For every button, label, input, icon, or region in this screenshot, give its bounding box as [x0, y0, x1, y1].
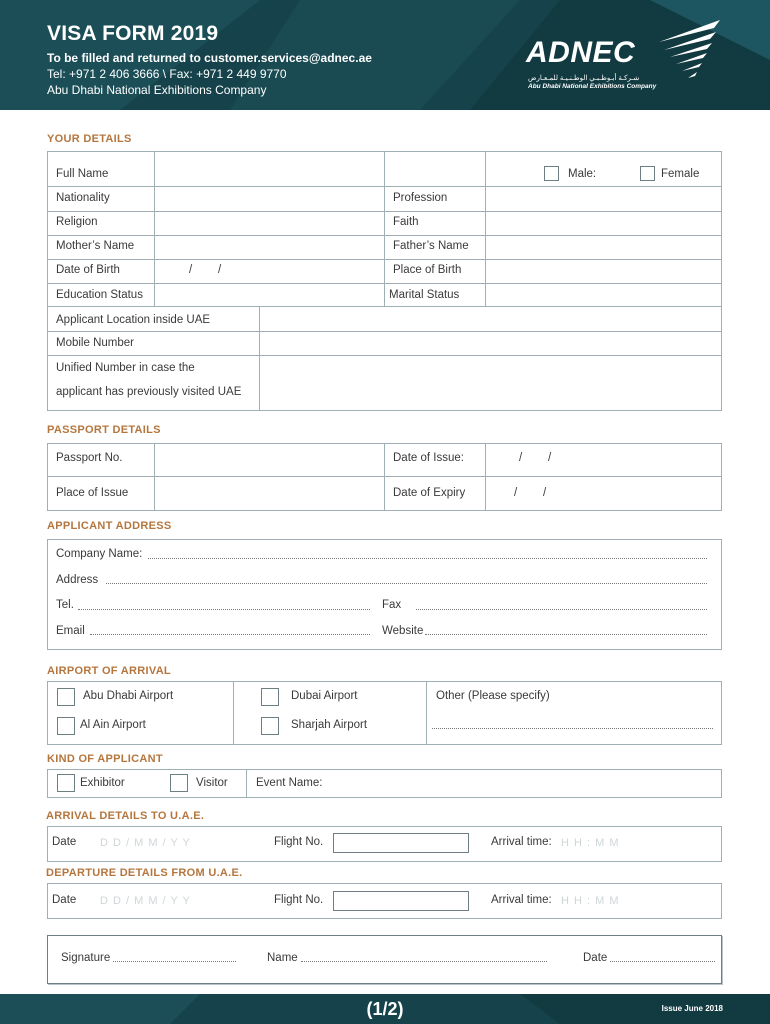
form-title: VISA FORM 2019 [47, 22, 219, 45]
label-female: Female [661, 168, 700, 180]
label-date-of-expiry: Date of Expiry [393, 487, 466, 499]
label-religion: Religion [56, 216, 98, 228]
label-departure-date: Date [52, 894, 77, 906]
label-departure-flight-no: Flight No. [274, 894, 324, 906]
fathers-name-field[interactable] [486, 236, 721, 258]
label-male: Male: [568, 168, 597, 180]
section-title-your-details: YOUR DETAILS [47, 133, 132, 145]
adnec-logo [526, 20, 726, 95]
label-place-of-issue: Place of Issue [56, 487, 129, 499]
footer-banner [0, 994, 770, 1024]
place-of-issue-field[interactable] [155, 477, 383, 510]
dubai-airport-checkbox[interactable] [261, 688, 279, 706]
expiry-date-separator: / [514, 487, 518, 499]
fax-field[interactable] [416, 609, 707, 610]
label-nationality: Nationality [56, 192, 110, 204]
email-field[interactable] [90, 634, 370, 635]
signature-field[interactable] [113, 961, 236, 962]
other-airport-field[interactable] [432, 728, 713, 729]
label-signature-date: Date [583, 952, 608, 964]
contact-info: Tel: +971 2 406 3666 \ Fax: +971 2 449 9770 [47, 67, 287, 81]
arrival-time-field[interactable]: H H : M M [561, 837, 620, 849]
label-fathers-name: Father’s Name [393, 240, 469, 252]
signature-name-field[interactable] [301, 961, 547, 962]
label-marital-status: Marital Status [389, 289, 460, 301]
departure-flight-no-input[interactable] [333, 891, 469, 911]
label-abu-dhabi-airport: Abu Dhabi Airport [83, 690, 174, 702]
label-arrival-date: Date [52, 836, 77, 848]
event-name-field[interactable] [330, 770, 721, 797]
label-event-name: Event Name: [256, 777, 323, 789]
label-mothers-name: Mother’s Name [56, 240, 135, 252]
label-arrival-flight-no: Flight No. [274, 836, 324, 848]
label-unified-number-line1: Unified Number in case the [56, 362, 195, 374]
female-checkbox[interactable] [640, 166, 655, 181]
label-place-of-birth: Place of Birth [393, 264, 462, 276]
label-exhibitor: Exhibitor [80, 777, 125, 789]
dob-separator: / [218, 264, 222, 276]
section-title-airport-of-arrival: AIRPORT OF ARRIVAL [47, 665, 171, 677]
page-number: (1/2) [366, 999, 404, 1019]
label-date-of-issue: Date of Issue: [393, 452, 464, 464]
dob-separator: / [189, 264, 193, 276]
religion-field[interactable] [155, 212, 383, 234]
expiry-date-separator: / [543, 487, 547, 499]
header-banner [0, 0, 770, 110]
logo-wings-icon [654, 20, 724, 80]
male-checkbox[interactable] [544, 166, 559, 181]
departure-time-field[interactable]: H H : M M [561, 895, 620, 907]
al-ain-airport-checkbox[interactable] [57, 717, 75, 735]
address-field[interactable] [106, 583, 707, 584]
label-other-airport: Other (Please specify) [436, 690, 550, 702]
website-field[interactable] [425, 634, 707, 635]
label-visitor: Visitor [196, 777, 228, 789]
signature-date-field[interactable] [610, 961, 715, 962]
visitor-checkbox[interactable] [170, 774, 188, 792]
sharjah-airport-checkbox[interactable] [261, 717, 279, 735]
date-of-birth-field[interactable] [155, 260, 383, 282]
faith-field[interactable] [486, 212, 721, 234]
section-title-applicant-address: APPLICANT ADDRESS [47, 520, 172, 532]
label-website: Website [382, 625, 424, 637]
label-company-name: Company Name: [56, 548, 143, 560]
unified-number-field[interactable] [260, 356, 721, 410]
label-address: Address [56, 574, 99, 586]
abu-dhabi-airport-checkbox[interactable] [57, 688, 75, 706]
section-title-arrival-details: ARRIVAL DETAILS TO U.A.E. [46, 810, 205, 822]
label-email: Email [56, 625, 85, 637]
date-of-issue-field[interactable] [486, 444, 721, 475]
label-applicant-location: Applicant Location inside UAE [56, 314, 211, 326]
mothers-name-field[interactable] [155, 236, 383, 258]
label-departure-time: Arrival time: [491, 894, 552, 906]
label-mobile-number: Mobile Number [56, 337, 134, 349]
label-full-name: Full Name [56, 168, 109, 180]
label-unified-number-line2: applicant has previously visited UAE [56, 386, 242, 398]
label-education-status: Education Status [56, 289, 143, 301]
education-status-field[interactable] [155, 284, 383, 305]
company-name: Abu Dhabi National Exhibitions Company [47, 83, 267, 97]
label-passport-no: Passport No. [56, 452, 123, 464]
arrival-date-field[interactable]: D D / M M / Y Y [100, 837, 191, 849]
label-signature: Signature [61, 952, 111, 964]
nationality-field[interactable] [155, 187, 383, 210]
tel-field[interactable] [78, 609, 370, 610]
signature-box [47, 935, 722, 984]
marital-status-field[interactable] [486, 284, 721, 305]
full-name-field[interactable] [155, 152, 383, 185]
logo-wordmark: ADNEC [526, 36, 636, 69]
submission-instruction: To be filled and returned to customer.services@adnec.ae [47, 51, 372, 65]
label-arrival-time: Arrival time: [491, 836, 552, 848]
label-fax: Fax [382, 599, 402, 611]
mobile-number-field[interactable] [260, 332, 721, 354]
exhibitor-checkbox[interactable] [57, 774, 75, 792]
label-date-of-birth: Date of Birth [56, 264, 120, 276]
label-dubai-airport: Dubai Airport [291, 690, 358, 702]
label-faith: Faith [393, 216, 419, 228]
date-of-expiry-field[interactable] [486, 477, 721, 510]
departure-date-field[interactable]: D D / M M / Y Y [100, 895, 191, 907]
place-of-birth-field[interactable] [486, 260, 721, 282]
arrival-flight-no-input[interactable] [333, 833, 469, 853]
section-title-kind-of-applicant: KIND OF APPLICANT [47, 753, 163, 765]
label-profession: Profession [393, 192, 448, 204]
company-name-field[interactable] [148, 558, 707, 559]
label-al-ain-airport: Al Ain Airport [80, 719, 146, 731]
passport-no-field[interactable] [155, 444, 383, 475]
label-tel: Tel. [56, 599, 74, 611]
logo-arabic-text: شـركـة أبـوظـبـي الوطـنـيـة للمـعـارض [528, 75, 640, 82]
section-title-passport-details: PASSPORT DETAILS [47, 424, 161, 436]
logo-subtitle: Abu Dhabi National Exhibitions Company [528, 83, 657, 90]
issue-date-separator: / [548, 452, 552, 464]
profession-field[interactable] [486, 187, 721, 210]
label-name: Name [267, 952, 298, 964]
section-title-departure-details: DEPARTURE DETAILS FROM U.A.E. [46, 867, 243, 879]
applicant-location-field[interactable] [260, 307, 721, 330]
issue-date-separator: / [519, 452, 523, 464]
label-sharjah-airport: Sharjah Airport [291, 719, 368, 731]
issue-date: Issue June 2018 [661, 1004, 723, 1013]
